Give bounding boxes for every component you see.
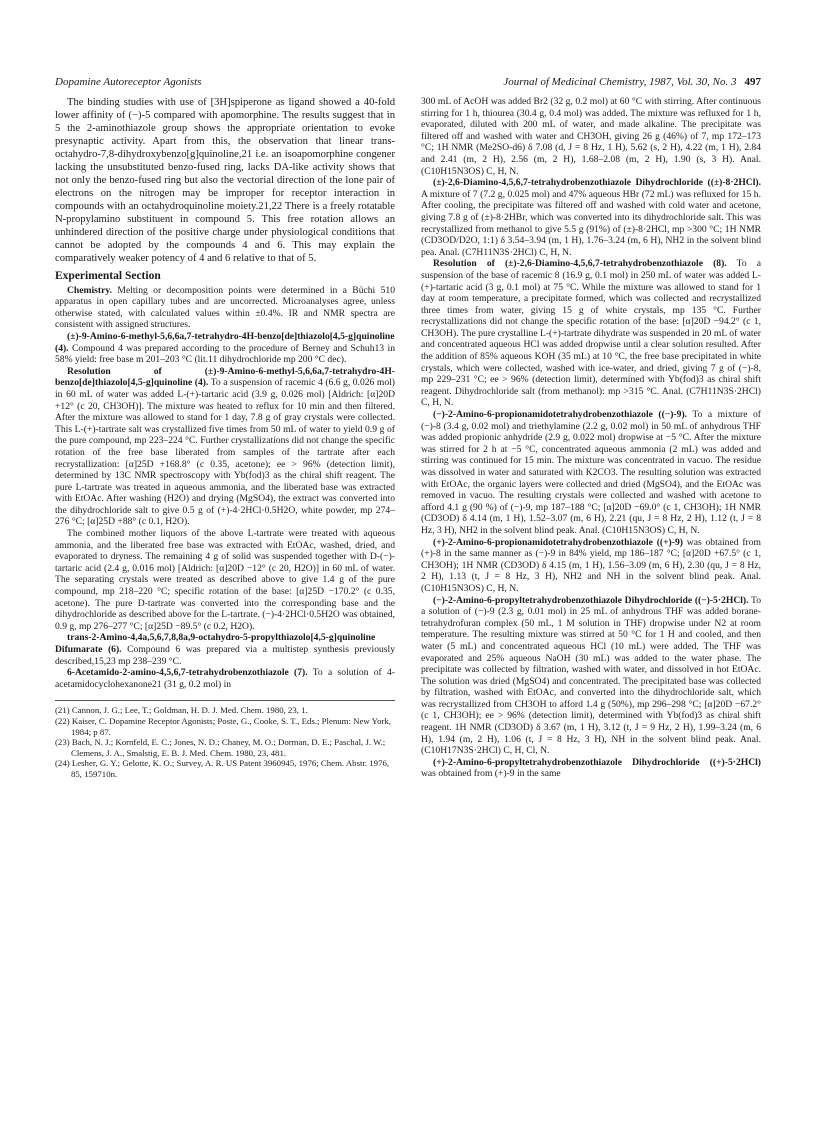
paragraph-text: A mixture of 7 (7.2 g, 0.025 mol) and 47% aqueous HBr (72 mL) was refluxed for 15 h. After cooling, the precipitate was filtered off and washed with cold water and acetone, giving 7.8 g of (±)-8·2HBr, which was converted into its dihydrochloride salt. This was recrystallized from methanol to give 5.5 g (91%) of (±)-8·2HCl, mp >300 °C; 1H NMR (CD3OD/D2O, 1:1) δ 3.54–3.94 (m, 1 H), 1.76–3.24 (m, 6 H), NH2 in the solvent blind pea. Anal. (C7H11N3S·2HCl) C, H, N. <box>421 188 761 258</box>
reference-item: (24) Lesher, G. Y.; Gelotte, K. O.; Survey, A. R. US Patent 3960945, 1976; Chem. Abstr. 1976, 85, 159710n. <box>55 758 390 779</box>
paragraph-mother-liquors: The combined mother liquors of the above L-tartrate were treated with aqueous ammonia, and the liberated free base was extracted with EtOAc, washed, dried, and evaporated to dryness. The remaining 4 g of solid was suspended together with D-(−)-tartaric acid (2.4 g, 0.016 mol) [Aldrich: [α]20D −12° (c 20, H2O)] in 60 mL of water. The separating crystals were treated as described above to give 1.4 g of the pure compound, mp 218–220 °C; specific rotation of the base: [α]25D −170.2° (c 0.35, acetone). The pure D-tartrate was converted into the corresponding base and the dihydrochloride as described above for the L-tartrate. (−)-4·2HCl·0.5H2O was obtained, 0.9 g, mp 276–277 °C; [α]25D −89.5° (c 0.2, H2O). <box>55 528 396 632</box>
paragraph-heading: (−)-2-Amino-6-propionamidotetrahydrobenzothiazole ((−)-9). <box>433 409 688 421</box>
paragraph-heading: Resolution of (±)-2,6-Diamino-4,5,6,7-tetrahydrobenzothiazole (8). <box>433 258 727 270</box>
reference-item: (22) Kaiser, C. Dopamine Receptor Agonists; Poste, G., Cooke, S. T., Eds.; Plenum: New York, 1984; p 87. <box>55 715 392 737</box>
paragraph-heading: (±)-2,6-Diamino-4,5,6,7-tetrahydrobenzothiazole Dihydrochloride ((±)-8·2HCl). <box>433 177 761 189</box>
reference-item: (23) Bach, N. J.; Kornfeld, E. C.; Jones, N. D.; Chaney, M. O.; Dorman, D. E.; Paschal, J. W.; Clemens, J. A., Smalstig, E. B. J. Med. Chem. 1980, 23, 481. <box>55 737 386 758</box>
paragraph-plus-9 <box>421 537 761 595</box>
paragraph-minus-9 <box>421 409 761 537</box>
references-footnotes <box>55 700 395 779</box>
paragraph-compound-8-2hcl <box>421 177 761 258</box>
right-column <box>421 96 761 780</box>
paragraph-heading: Resolution of (±)-9-Amino-6-methyl-5,6,6a,7-tetrahydro-4H-benzo[de]thiazolo[4,5-g]quinoline (4). <box>55 365 395 389</box>
paragraph-heading: (±)-9-Amino-6-methyl-5,6,6a,7-tetrahydro-4H-benzo[de]thiazolo[4,5-g]quinoline (4). <box>55 330 395 354</box>
paragraph-text: Compound 6 was prepared via a multistep synthesis previously described,15,23 mp 238–239 °C. <box>55 644 395 667</box>
paragraph-heading: trans-2-Amino-4,4a,5,6,7,8,8a,9-octahydro-5-propylthiazolo[4,5-g]quinoline Difumarate (6). <box>55 632 376 655</box>
paragraph-text: was obtained from (+)-9 in the same <box>421 768 561 780</box>
journal-citation <box>503 76 761 88</box>
paragraph-text: Compound 4 was prepared according to the procedure of Berney and Schuh13 in 58% yield: free base m 201–203 °C (lit.11 dihydrochloride mp 200 °C dec). <box>55 342 395 366</box>
paragraph-compound-6 <box>55 632 395 667</box>
paragraph-text: To a suspension of racemic 4 (6.6 g, 0.026 mol) in 60 mL of water was added L-(+)-tartaric acid (3.9 g, 0.026 mol) [Aldrich: [α]20D +12° (c 20, CH3OH)]. The mixture was heated to reflux for 10 min and then filtered. After the mixture was allowed to stand for 1 day, 7.8 g of gray crystals were collected. This L-(+)-tartrate salt was crystallized five times from 50 mL of water to yield 0.9 g of the pure compound, mp 223–224 °C. Further crystallizations did not change the specific rotation of the free base liberated from samples of the tartrate after each recrystallization: [α]25D +168.8° (c 0.35, acetone); ee > 96% (detection limit), determined by 13C NMR spectroscopy with Yb(fod)3 as the chiral shift reagent. The pure L-tartrate was treated in aqueous ammonia, and the liberated base was extracted with EtOAc. After washing (H2O) and drying (MgSO4), the extract was converted into the dihydrochloride salt to give 0.5 g of (+)-4·2HCl·0.5H2O, white powder, mp 274–276 °C; [α]25D +88° (c 0.1, H2O). <box>55 377 395 528</box>
paragraph-text: To a suspension of the base of racemic 8 (16.9 g, 0.1 mol) in 250 mL of water was added L-(+)-tartaric acid (3 g, 0.1 mol) at 75 °C. While the mixture was allowed to stand for 1 day at room temperature, a precipitate formed, which was collected and recrystallized three times from water, giving 15 g of white crystals, mp 135 °C. Further recrystallizations did not change the specific rotation of the base: [α]20D −94.2° (c 1, CH3OH). The pure crystalline L-(+)-tartrate dihydrate was suspended in 20 mL of water and concentrated aqueous HCl was added dropwise until a clear solution resulted. After the addition of 85% aqueous KOH (35 mL) at 10 °C, the free base precipitated in white crystals, which were collected, washed with ice-water, and dried, giving 7 g of (−)-8, mp 229–231 °C; ee > 96% (detection limit), determined with Yb(fod)3 as chiral shift reagent. Dihydrochloride salt (from methanol): mp >315 °C. Anal. (C7H11N3S·2HCl) C, H, N. <box>421 258 761 409</box>
paragraph-text: To a solution of (−)-9 (2.3 g, 0.01 mol) in 25 mL of anhydrous THF was added borane-tetrahydrofuran complex (50 mL, 1 M solution in THF) dropwise under N2 at room temperature. The resulting mixture was stirred at 50 °C for 1 H and cooled, and then water (5 mL) and concentrated aqueous HCl (10 mL) were added. The THF was evaporated and 25% aqueous NaOH (30 mL) was added to the water phase. The precipitate was collected by filtration, washed with water, and dissolved in hot EtOAc. The solution was dried (MgSO4) and concentrated. The precipitated base was collected by filtration, washed with EtOAc, and converted into the dihydrochloride salt, which was recrystallized from CH3OH to afford 1.4 g (50%), mp 296–298 °C; [α]20D −67.2° (c 1, CH3OH); ee > 96% (detection limit), determined with Yb(fod)3 as chiral shift reagent. 1H NMR (CD3OD) δ 3.67 (m, 1 H), 3.12 (t, J = 9 Hz, 2 H), 1.99–3.24 (m, 6 H), 1.94 (m, 2 H), 1.06 (t, J = 8 Hz, 3 H), NH in the solvent blind peak. Anal. (C10H17N3S·2HCl) C, H, Cl, N. <box>421 594 761 757</box>
paragraph-heading: (+)-2-Amino-6-propionamidotetrahydrobenzothiazole ((+)-9) <box>433 536 683 548</box>
running-title: Dopamine Autoreceptor Agonists <box>55 76 202 88</box>
paragraph-heading: (−)-2-Amino-6-propyltetrahydrobenzothiazole Dihydrochloride ((−)-5·2HCl). <box>433 594 749 606</box>
paragraph-heading: 6-Acetamido-2-amino-4,5,6,7-tetrahydrobenzothiazole (7). <box>67 667 308 679</box>
paragraph-plus-5 <box>421 757 761 780</box>
paragraph-heading: Chemistry. <box>67 284 113 296</box>
paragraph-chemistry <box>55 285 395 331</box>
paragraph-heading: (+)-2-Amino-6-propyltetrahydrobenzothiazole Dihydrochloride ((+)-5·2HCl) <box>433 756 761 768</box>
section-title: Experimental Section <box>55 270 161 282</box>
journal-name: Journal of Medicinal Chemistry, 1987, Vol. 30, No. 3 <box>503 76 737 88</box>
paragraph-text: To a mixture of (−)-8 (3.4 g, 0.02 mol) and triethylamine (2.2 g, 0.02 mol) in 50 mL of anhydrous THF was added propionic anhydride (2.9 g, 0.022 mol) dropwise at −5 °C. After the mixture was stirred for 2 h at −5 °C, concentrated aqueous ammonia (2 mL) was added and stirring was continued for 15 min. The mixture was concentrated in vacuo. The residue was dissolved in water and saturated with K2CO3. The resulting solution was extracted with EtOAc, the organic layers were collected and dried (MgSO4), and the EtOAc was removed in vacuo. The resulting crystals were collected and washed with acetone to afford 4.1 g (90 %) of (−)-9, mp 187–188 °C; [α]20D −69.0° (c 1, CH3OH); 1H NMR (CD3OD) δ 4.14 (m, 1 H), 1.52–3.07 (m, 6 H), 2.21 (qu, J = 8 Hz, 2 H), 1.12 (t, J = 8 Hz, 3 H), NH2 in the solvent blind peak. Anal. (C10H15N3OS) C, H, N. <box>421 409 761 536</box>
paragraph-text: To a solution of 4-acetamidocyclohexanone21 (31 g, 0.2 mol) in <box>55 667 395 690</box>
paragraph-continued: 300 mL of AcOH was added Br2 (32 g, 0.2 mol) at 60 °C with stirring. After continuous stirring for 1 h, thiourea (30.4 g, 0.4 mol) was added. The mixture was refluxed for 1 h, evaporated, diluted with 200 mL of water, and made alkaline. The precipitate was filtered off and washed with water and CH3OH, giving 26 g (46%) of 7, mp 172–173 °C; 1H NMR (Me2SO-d6) δ 7.08 (d, J = 8 Hz, 1 H), 5.62 (s, 2 H), 4.22 (m, 1 H), 2.84 and 2.41 (m, 2 H), 2.56 (m, 2 H), 1.68–2.08 (m, 2 H), 1.90 (s, 3 H). Anal. (C10H15N3OS) C, H, N. <box>421 96 761 177</box>
paragraph-resolution-8 <box>421 258 761 409</box>
paragraph-minus-5 <box>421 595 761 757</box>
running-header <box>55 76 761 92</box>
paragraph-text: Melting or decomposition points were determined in a Büchi 510 apparatus in open capillary tubes and are uncorrected. Microanalyses agree, unless otherwise stated, with calculated values within ±0.4%. IR and NMR spectra are consistent with assigned structures. <box>55 284 395 331</box>
paragraph-resolution-4 <box>55 366 395 528</box>
paragraph-text: was obtained from (+)-8 in the same manner as (−)-9 in 84% yield, mp 186–187 °C; [α]20D +67.5° (c 1, CH3OH); 1H NMR (CD3OD) δ 4.15 (m, 1 H), 1.56–3.09 (m, 6 H), 2.30 (qu, J = 8 Hz, 2 H), 1.13 (t, J = 8 Hz, 3 H), NH2 and NH in the solvent blind peak. Anal. (C10H15N3OS) C, H, N. <box>421 536 761 594</box>
paragraph-compound-4 <box>55 331 395 366</box>
left-column <box>55 96 395 780</box>
page-number: 497 <box>744 76 761 88</box>
paragraph-compound-7 <box>55 667 395 690</box>
intro-paragraph: The binding studies with use of [3H]spiperone as ligand showed a 40-fold lower affinity of (−)-5 compared with apomorphine. The results suggest that in 5 the 2-aminothiazole group shows the appropriate orientation to evoke presynaptic activity. Apart from this, the observation that linear trans-octahydro-7,8-dihydroxybenzo[g]quinoline,21 i.e. an isoapomorphine congener lacking the unsubstituted benzo-fused ring, lacks DA-like activity shows that not only the benzo-fused ring but also the vectorial direction of the lone pair of electrons on the nitrogen may be improper for receptor interaction in compounds with an octahydroquinoline moiety.21,22 There is a freely rotatable N-propylamino substituent in compound 5. This free rotation allows an unhindered direction of the positive charge under physiological conditions that cannot be adopted by the compounds 4 and 6. This may explain the comparatively weaker potency of 4 and 6 relative to that of 5. <box>55 97 395 264</box>
reference-item: (21) Cannon, J. G.; Lee, T.; Goldman, H. D. J. Med. Chem. 1980, 23, 1. <box>55 705 308 716</box>
